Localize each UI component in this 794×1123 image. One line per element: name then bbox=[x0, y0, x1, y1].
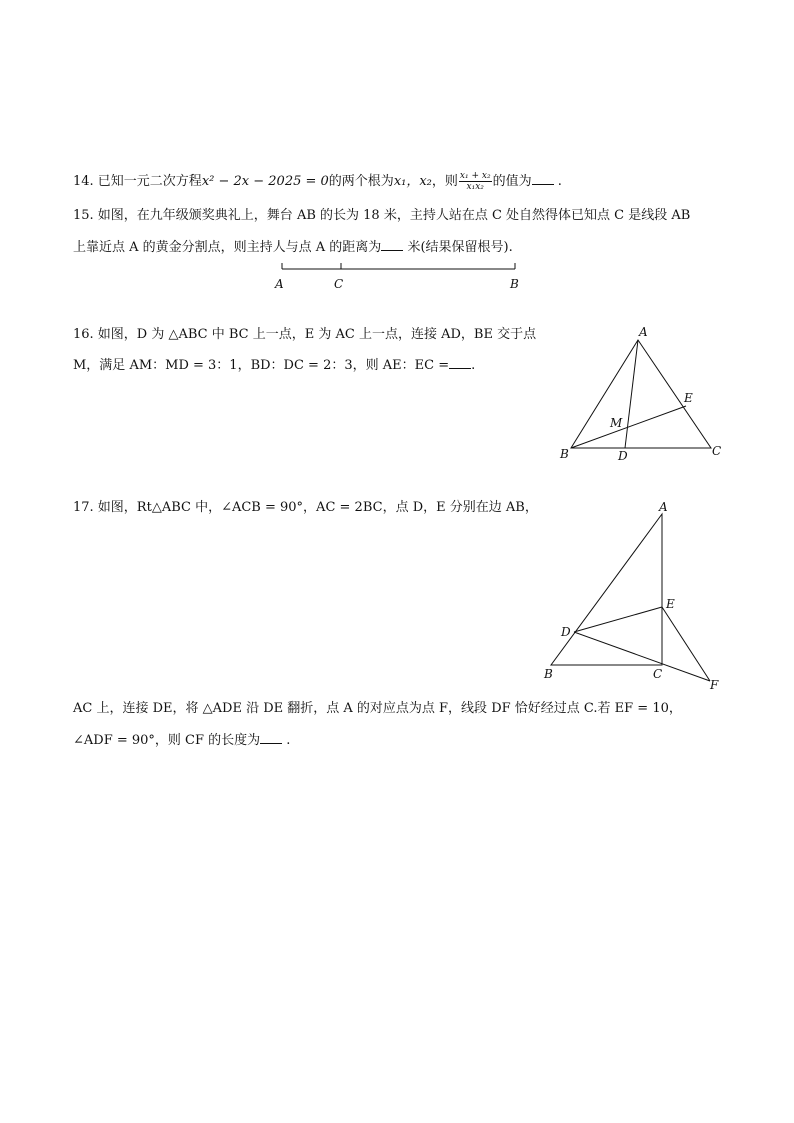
label-a: A bbox=[275, 277, 284, 291]
question-16-line-2: M，满足 AM：MD = 3：1，BD：DC = 2：3，则 AE：EC = . bbox=[73, 358, 476, 373]
q16-line2-text: M，满足 AM：MD = 3：1，BD：DC = 2：3，则 AE：EC = bbox=[73, 358, 450, 373]
q17-answer-blank bbox=[260, 731, 282, 744]
label-e: E bbox=[684, 391, 693, 405]
q14-roots: x₁，x₂ bbox=[393, 174, 432, 189]
segment-df bbox=[574, 632, 710, 681]
q15-segment-figure bbox=[270, 258, 530, 298]
q14-fraction-denominator: x₁x₂ bbox=[466, 182, 484, 192]
question-15-line-2 bbox=[73, 238, 513, 258]
q14-equation: x² − 2x − 2025 = 0 bbox=[201, 174, 329, 189]
q15-line2-suffix: 米(结果保留根号). bbox=[407, 240, 513, 255]
label-b: B bbox=[544, 667, 553, 681]
label-b: B bbox=[510, 277, 519, 291]
q16-answer-blank bbox=[449, 356, 471, 369]
label-e: E bbox=[666, 597, 675, 611]
q14-mid: 的两个根为 bbox=[328, 174, 394, 189]
segment-be bbox=[571, 406, 686, 448]
segment-ad bbox=[625, 340, 638, 448]
q14-answer-blank bbox=[532, 172, 554, 185]
label-c: C bbox=[653, 667, 663, 681]
q16-triangle-figure bbox=[555, 322, 735, 467]
segment-ef bbox=[662, 607, 710, 681]
question-16-line-1: 16. 如图，D 为 △ABC 中 BC 上一点，E 为 AC 上一点，连接 AD，BE 交于点 bbox=[73, 327, 537, 342]
q14-suffix: 的值为 bbox=[492, 174, 532, 189]
label-m: M bbox=[610, 416, 623, 430]
label-d: D bbox=[618, 449, 628, 463]
label-a: A bbox=[639, 325, 648, 339]
label-c: C bbox=[712, 444, 722, 458]
q17-line3-text: ∠ADF = 90°，则 CF 的长度为 bbox=[73, 733, 261, 748]
label-c: C bbox=[334, 277, 344, 291]
q14-fraction bbox=[459, 171, 492, 192]
q14-then: ，则 bbox=[431, 174, 458, 189]
label-d: D bbox=[561, 625, 571, 639]
label-f: F bbox=[710, 678, 719, 692]
question-15-line-1: 15. 如图，在九年级颁奖典礼上，舞台 AB 的长为 18 米，主持人站在点 C 处自然得体已知点 C 是线段 AB bbox=[73, 208, 691, 223]
segment-de bbox=[574, 607, 662, 632]
q17-triangle-figure bbox=[540, 498, 730, 698]
q15-line2-text: 上靠近点 A 的黄金分割点，则主持人与点 A 的距离为 bbox=[73, 240, 382, 255]
q15-answer-blank bbox=[381, 238, 403, 251]
label-b: B bbox=[560, 447, 569, 461]
q14-fraction-numerator: x₁ + x₂ bbox=[459, 171, 491, 181]
question-14: 14. 已知一元二次方程x² − 2x − 2025 = 0的两个根为x₁，x₂，则 $\frac{\text{x₁ + x₂}}{\text{x₁x₂}}$ 的值为 . bbox=[73, 171, 562, 192]
question-17-line-3: ∠ADF = 90°，则 CF 的长度为 . bbox=[73, 733, 291, 748]
label-a: A bbox=[659, 500, 668, 514]
question-17-line-1: 17. 如图，Rt△ABC 中，∠ACB = 90°，AC = 2BC，点 D，E 分别在边 AB， bbox=[73, 500, 538, 515]
question-17-line-2: AC 上，连接 DE，将 △ADE 沿 DE 翻折，点 A 的对应点为点 F，线段 DF 恰好经过点 C.若 EF = 10， bbox=[73, 701, 682, 716]
q14-prefix: 14. 已知一元二次方程 bbox=[73, 174, 202, 189]
triangle-abc bbox=[551, 514, 662, 665]
